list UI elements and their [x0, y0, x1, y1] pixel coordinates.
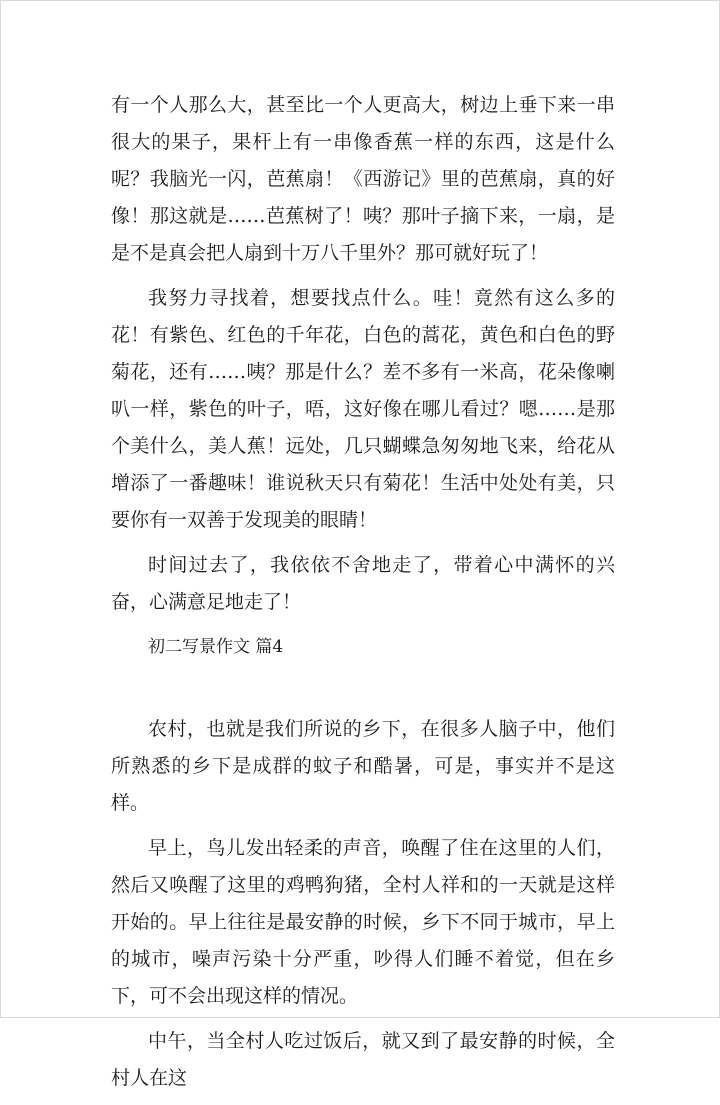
section-spacer [111, 666, 615, 711]
paragraph-noon: 中午，当全村人吃过饭后，就又到了最安静的时候，全村人在这 [111, 1030, 615, 1089]
paragraph-morning: 早上，鸟儿发出轻柔的声音，唤醒了住在这里的人们，然后又唤醒了这里的鸡鸭狗猪，全村人祥和的一天就是这样开始的。早上往往是最安静的时候，乡下不同于城市，早上的城市，噪声污染十分严重，吵得人们睡不着觉，但在乡下，可不会出现这样的情况。 [111, 837, 615, 1007]
paragraph-countryside: 农村，也就是我们所说的乡下，在很多人脑子中，他们所熟悉的乡下是成群的蚊子和酷暑，可是，事实并不是这样。 [111, 718, 615, 814]
paragraph-banana-tree: 有一个人那么大，甚至比一个人更高大，树边上垂下来一串很大的果子，果杆上有一串像香蕉一样的东西，这是什么呢？我脑光一闪，芭蕉扇！《西游记》里的芭蕉扇，真的好像！那这就是……芭蕉树了！咦？那叶子摘下来，一扇，是是不是真会把人扇到十万八千里外？那可就好玩了！ [111, 94, 615, 264]
document-body [111, 87, 615, 1105]
section-heading: 初二写景作文 篇4 [148, 637, 284, 657]
paragraph-leaving: 时间过去了，我依依不舍地走了，带着心中满怀的兴奋，心满意足地走了！ [111, 554, 615, 613]
paragraph-flowers: 我努力寻找着，想要找点什么。哇！竟然有这么多的花！有紫色、红色的千年花，白色的蒿花，黄色和白色的野菊花，还有……咦？那是什么？差不多有一米高，花朵像喇叭一样，紫色的叶子，唔，这好像在哪儿看过？嗯……是那个美什么，美人蕉！远处，几只蝴蝶急匆匆地飞来，给花从增添了一番趣味！谁说秋天只有菊花！生活中处处有美，只要你有一双善于发现美的眼睛！ [111, 287, 615, 531]
